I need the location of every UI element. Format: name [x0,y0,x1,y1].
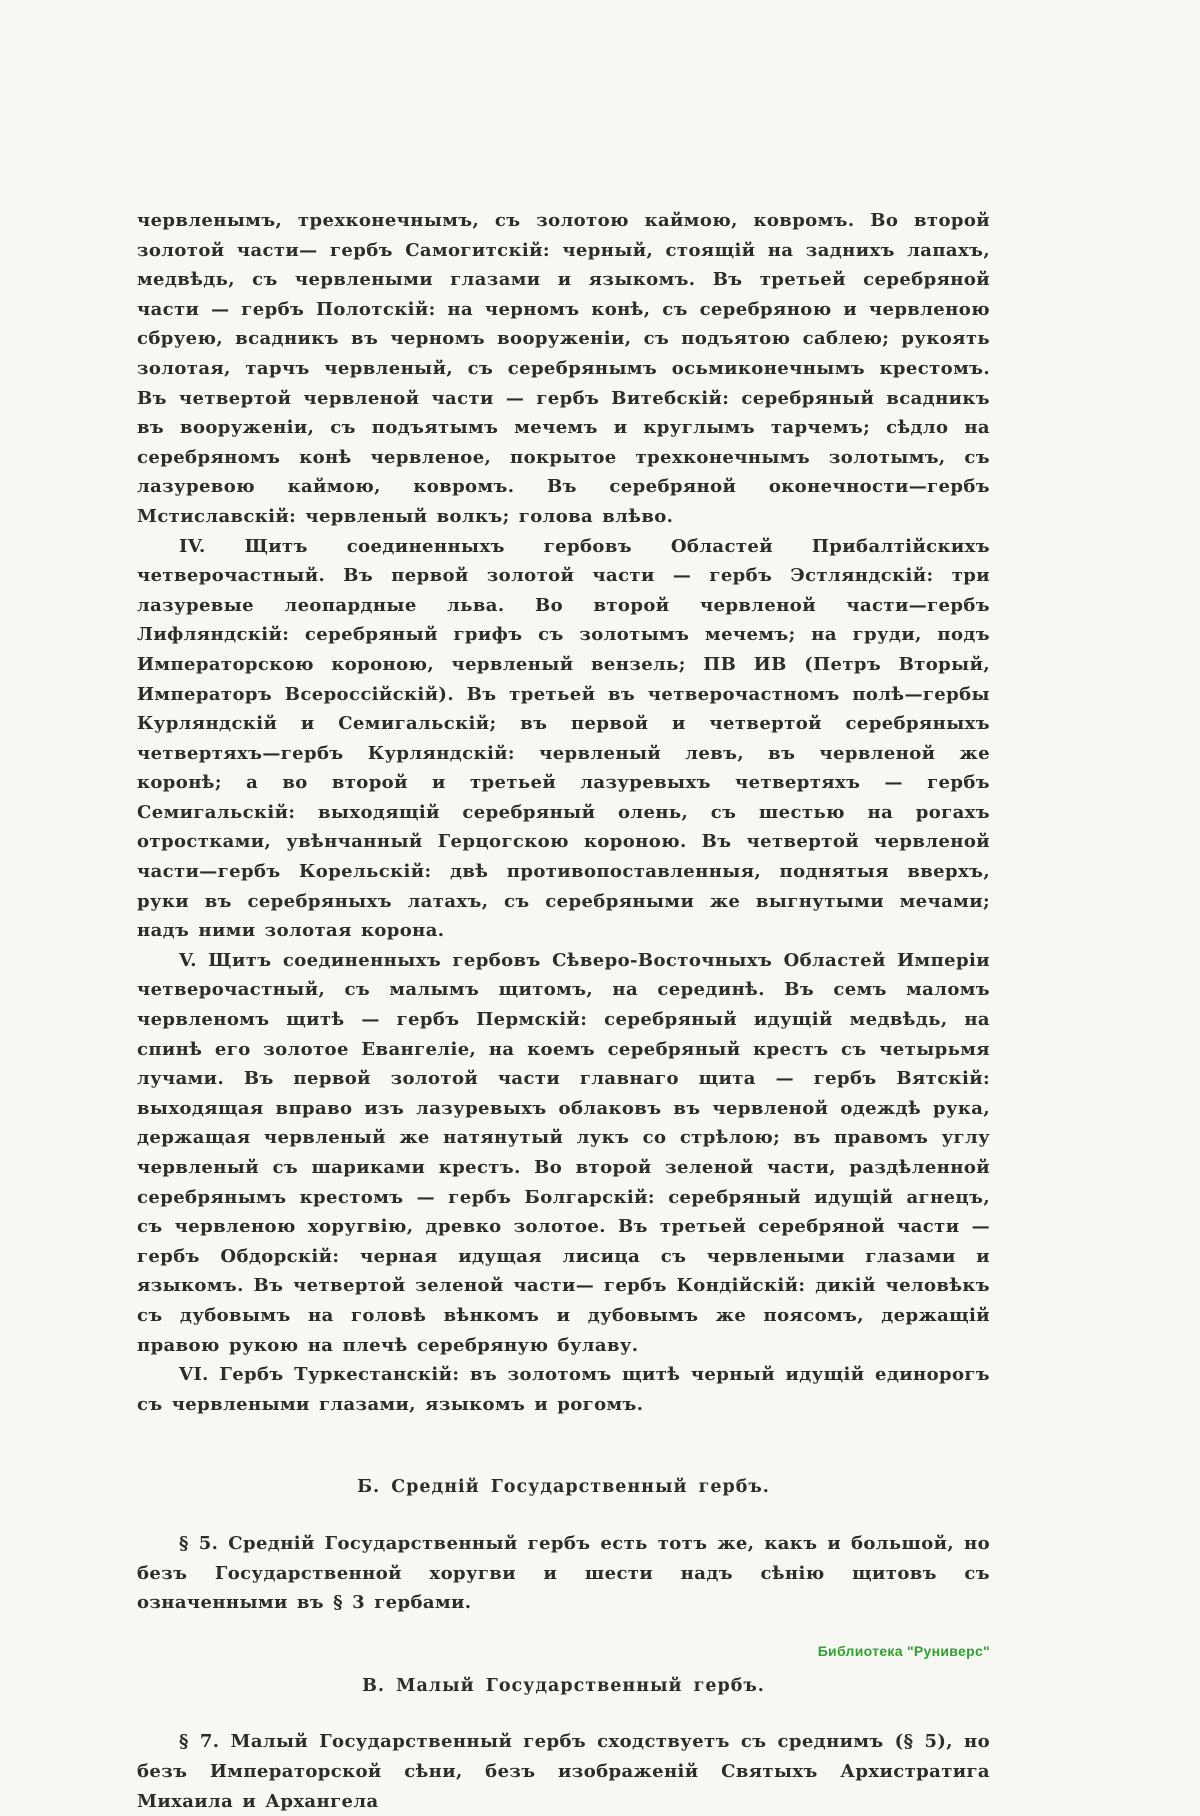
paragraph-item-iv: IV. Щитъ соединенныхъ гербовъ Областей Прибалтійскихъ четверочастный. Въ первой золотой части — гербъ Эстляндскій: три лазуревые леопардные льва. Во второй червленой части—гербъ Лифляндскій: серебряный грифъ съ золотымъ мечемъ; на груди, подъ Императорскою короною, червленый вензель; ПВ ИВ (Петръ Вторый, Императоръ Всероссійскій). Въ третьей въ четверочастномъ полѣ—гербы Курляндскій и Семигальскій; въ первой и четвертой серебряныхъ четвертяхъ—гербъ Курляндскій: червленый левъ, въ червленой же коронѣ; а во второй и третьей лазуревыхъ четвертяхъ — гербъ Семигальскій: выходящій серебряный олень, съ шестью на рогахъ отростками, увѣнчанный Герцогскою короною. Въ четвертой червленой части—гербъ Корельскій: двѣ противопоставленныя, поднятыя вверхъ, руки въ серебряныхъ латахъ, съ серебряными же выгнутыми мечами; надъ ними золотая корона. [137,535,990,942]
section-heading-small-state-arms: В. Малый Государственный гербъ. [362,1675,765,1696]
paragraph-section-5: § 5. Средній Государственный гербъ есть тотъ же, какъ и большой, но безъ Государственной хоругви и шести надъ сѣнію щитовъ съ означенными въ § 3 гербами. [137,1532,990,1614]
paragraph-item-v: V. Щитъ соединенныхъ гербовъ Сѣверо-Восточныхъ Областей Имперіи четверочастный, съ малымъ щитомъ, на серединѣ. Въ семъ маломъ червленомъ щитѣ — гербъ Пермскій: серебряный идущій медвѣдь, на спинѣ его золотое Евангеліе, на коемъ серебряный крестъ съ четырьмя лучами. Въ первой золотой части главнаго щита — гербъ Вятскій: выходящая вправо изъ лазуревыхъ облаковъ въ червленой одеждѣ рука, держащая червленый же натянутый лукъ со стрѣлою; въ правомъ углу червленый съ шариками крестъ. Во второй зеленой части, раздѣленной серебрянымъ крестомъ — гербъ Болгарскій: серебряный идущій агнецъ, съ червленою хоругвію, древко золотое. Въ третьей серебряной части — гербъ Обдорскій: черная идущая лисица съ червлеными глазами и языкомъ. Въ четвертой зеленой части— гербъ Кондійскій: дикій человѣкъ съ дубовымъ на головѣ вѣнкомъ и дубовымъ же поясомъ, держащій правою рукою на плечѣ серебряную булаву. [137,949,990,1356]
paragraph-item-vi: VI. Гербъ Туркестанскій: въ золотомъ щитѣ черный идущій единорогъ съ червлеными глазами, языкомъ и рогомъ. [137,1364,990,1415]
paragraph-continuation: червленымъ, трехконечнымъ, съ золотою каймою, ковромъ. Во второй золотой части— гербъ Самогитскій: черный, стоящій на заднихъ лапахъ, медвѣдь, съ червлеными глазами и языкомъ. Въ третьей серебряной части — гербъ Полотскій: на черномъ конѣ, съ серебряною и червленою сбруею, всадникъ въ черномъ вооруженіи, съ подъятою саблею; рукоять золотая, тарчъ червленый, съ серебрянымъ осьмиконечнымъ крестомъ. Въ четвертой червленой части — гербъ Витебскій: серебряный всадникъ въ вооруженіи, съ подъятымъ мечемъ и круглымъ тарчемъ; сѣдло на серебряномъ конѣ червленое, покрытое трехконечнымъ золотымъ, съ лазуревою каймою, ковромъ. Въ серебряной оконечности—гербъ Мстиславскій: червленый волкъ; голова влѣво. [137,210,990,527]
library-watermark: Библиотека "Руниверс" [817,1643,990,1659]
text-block [137,206,990,1816]
paragraph-section-7: § 7. Малый Государственный гербъ сходствуетъ съ среднимъ (§ 5), но безъ Императорской сѣни, безъ изображеній Святыхъ Архистратига Михаила и Архангела [137,1731,990,1812]
section-heading-medium-state-arms: Б. Средній Государственный гербъ. [357,1477,770,1498]
